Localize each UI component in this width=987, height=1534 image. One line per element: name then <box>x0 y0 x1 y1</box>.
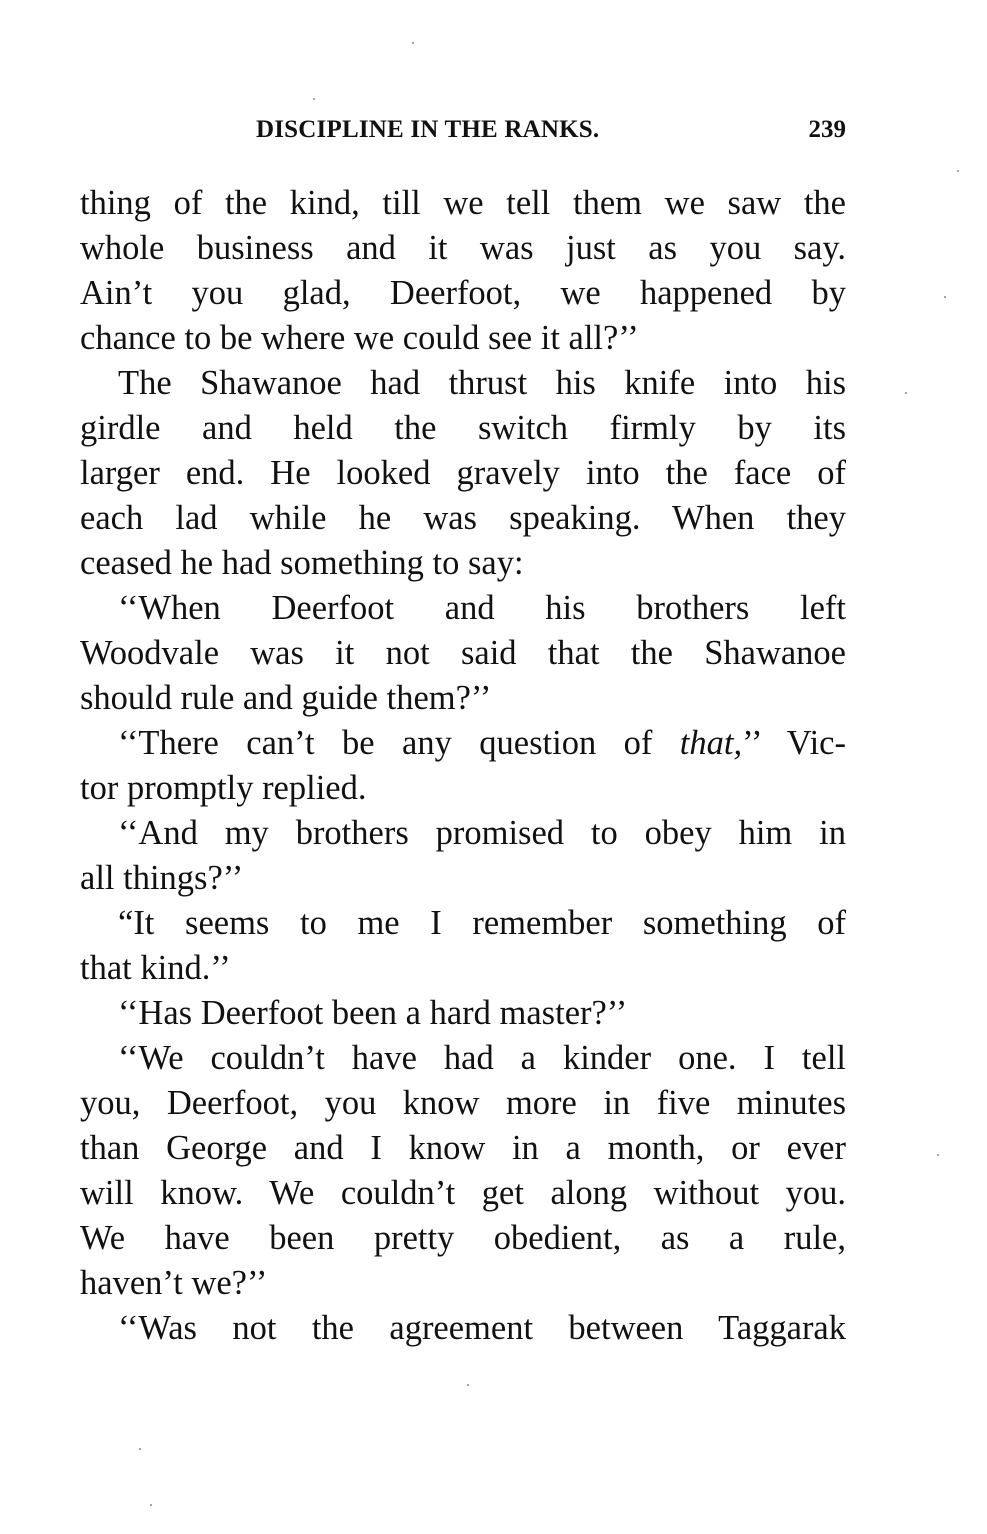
body-text <box>80 181 846 1351</box>
running-head <box>80 116 846 152</box>
text-line: ‘‘Has Deerfoot been a hard master?’’ <box>118 994 628 1032</box>
text-line: should rule and guide them?’’ <box>80 679 492 717</box>
text-line <box>80 721 846 766</box>
scan-speck <box>467 1384 469 1386</box>
scan-speck <box>944 296 946 298</box>
scan-speck <box>957 170 959 172</box>
scan-speck <box>139 1448 141 1450</box>
page-number: 239 <box>808 116 846 143</box>
text-line: “It seems to me I remember something of <box>118 904 846 942</box>
text-line: than George and I know in a month, or ever <box>80 1129 846 1167</box>
text-line: ‘‘Was not the agreement between Taggarak <box>118 1309 846 1347</box>
text-line: all things?’’ <box>80 859 244 897</box>
text-line: ‘‘And my brothers promised to obey him in <box>118 814 846 852</box>
text-line: ceased he had something to say: <box>80 544 524 582</box>
scan-speck <box>937 1154 939 1156</box>
text-line: The Shawanoe had thrust his knife into his <box>118 364 846 402</box>
text-line: you, Deerfoot, you know more in five minutes <box>80 1084 846 1122</box>
scan-speck <box>905 392 907 394</box>
text-line: We have been pretty obedient, as a rule, <box>80 1219 846 1257</box>
text-line: each lad while he was speaking. When they <box>80 499 846 537</box>
scan-speck <box>150 1504 152 1506</box>
text-line: Ain’t you glad, Deerfoot, we happened by <box>80 274 846 312</box>
text-line: will know. We couldn’t get along without you. <box>80 1174 846 1212</box>
text-line: ‘‘When Deerfoot and his brothers left <box>118 589 846 627</box>
text-line: ‘‘We couldn’t have had a kinder one. I tell <box>118 1039 846 1077</box>
scan-speck <box>412 42 414 44</box>
text-line: girdle and held the switch firmly by its <box>80 409 846 447</box>
text-line: tor promptly replied. <box>80 769 367 807</box>
text-line: haven’t we?’’ <box>80 1264 268 1302</box>
text-segment: ‘‘There can’t be any question of <box>118 724 680 762</box>
text-line: larger end. He looked gravely into the face of <box>80 454 846 492</box>
running-title: DISCIPLINE IN THE RANKS. <box>256 116 600 143</box>
text-line: thing of the kind, till we tell them we saw the <box>80 184 846 222</box>
text-segment: ’’ Vic- <box>742 724 846 762</box>
scan-speck <box>313 98 315 100</box>
italic-word: that, <box>679 724 743 762</box>
text-line: whole business and it was just as you say. <box>80 229 846 267</box>
text-line: that kind.’’ <box>80 949 231 987</box>
text-line: chance to be where we could see it all?’’ <box>80 319 639 357</box>
text-line: Woodvale was it not said that the Shawanoe <box>80 634 846 672</box>
